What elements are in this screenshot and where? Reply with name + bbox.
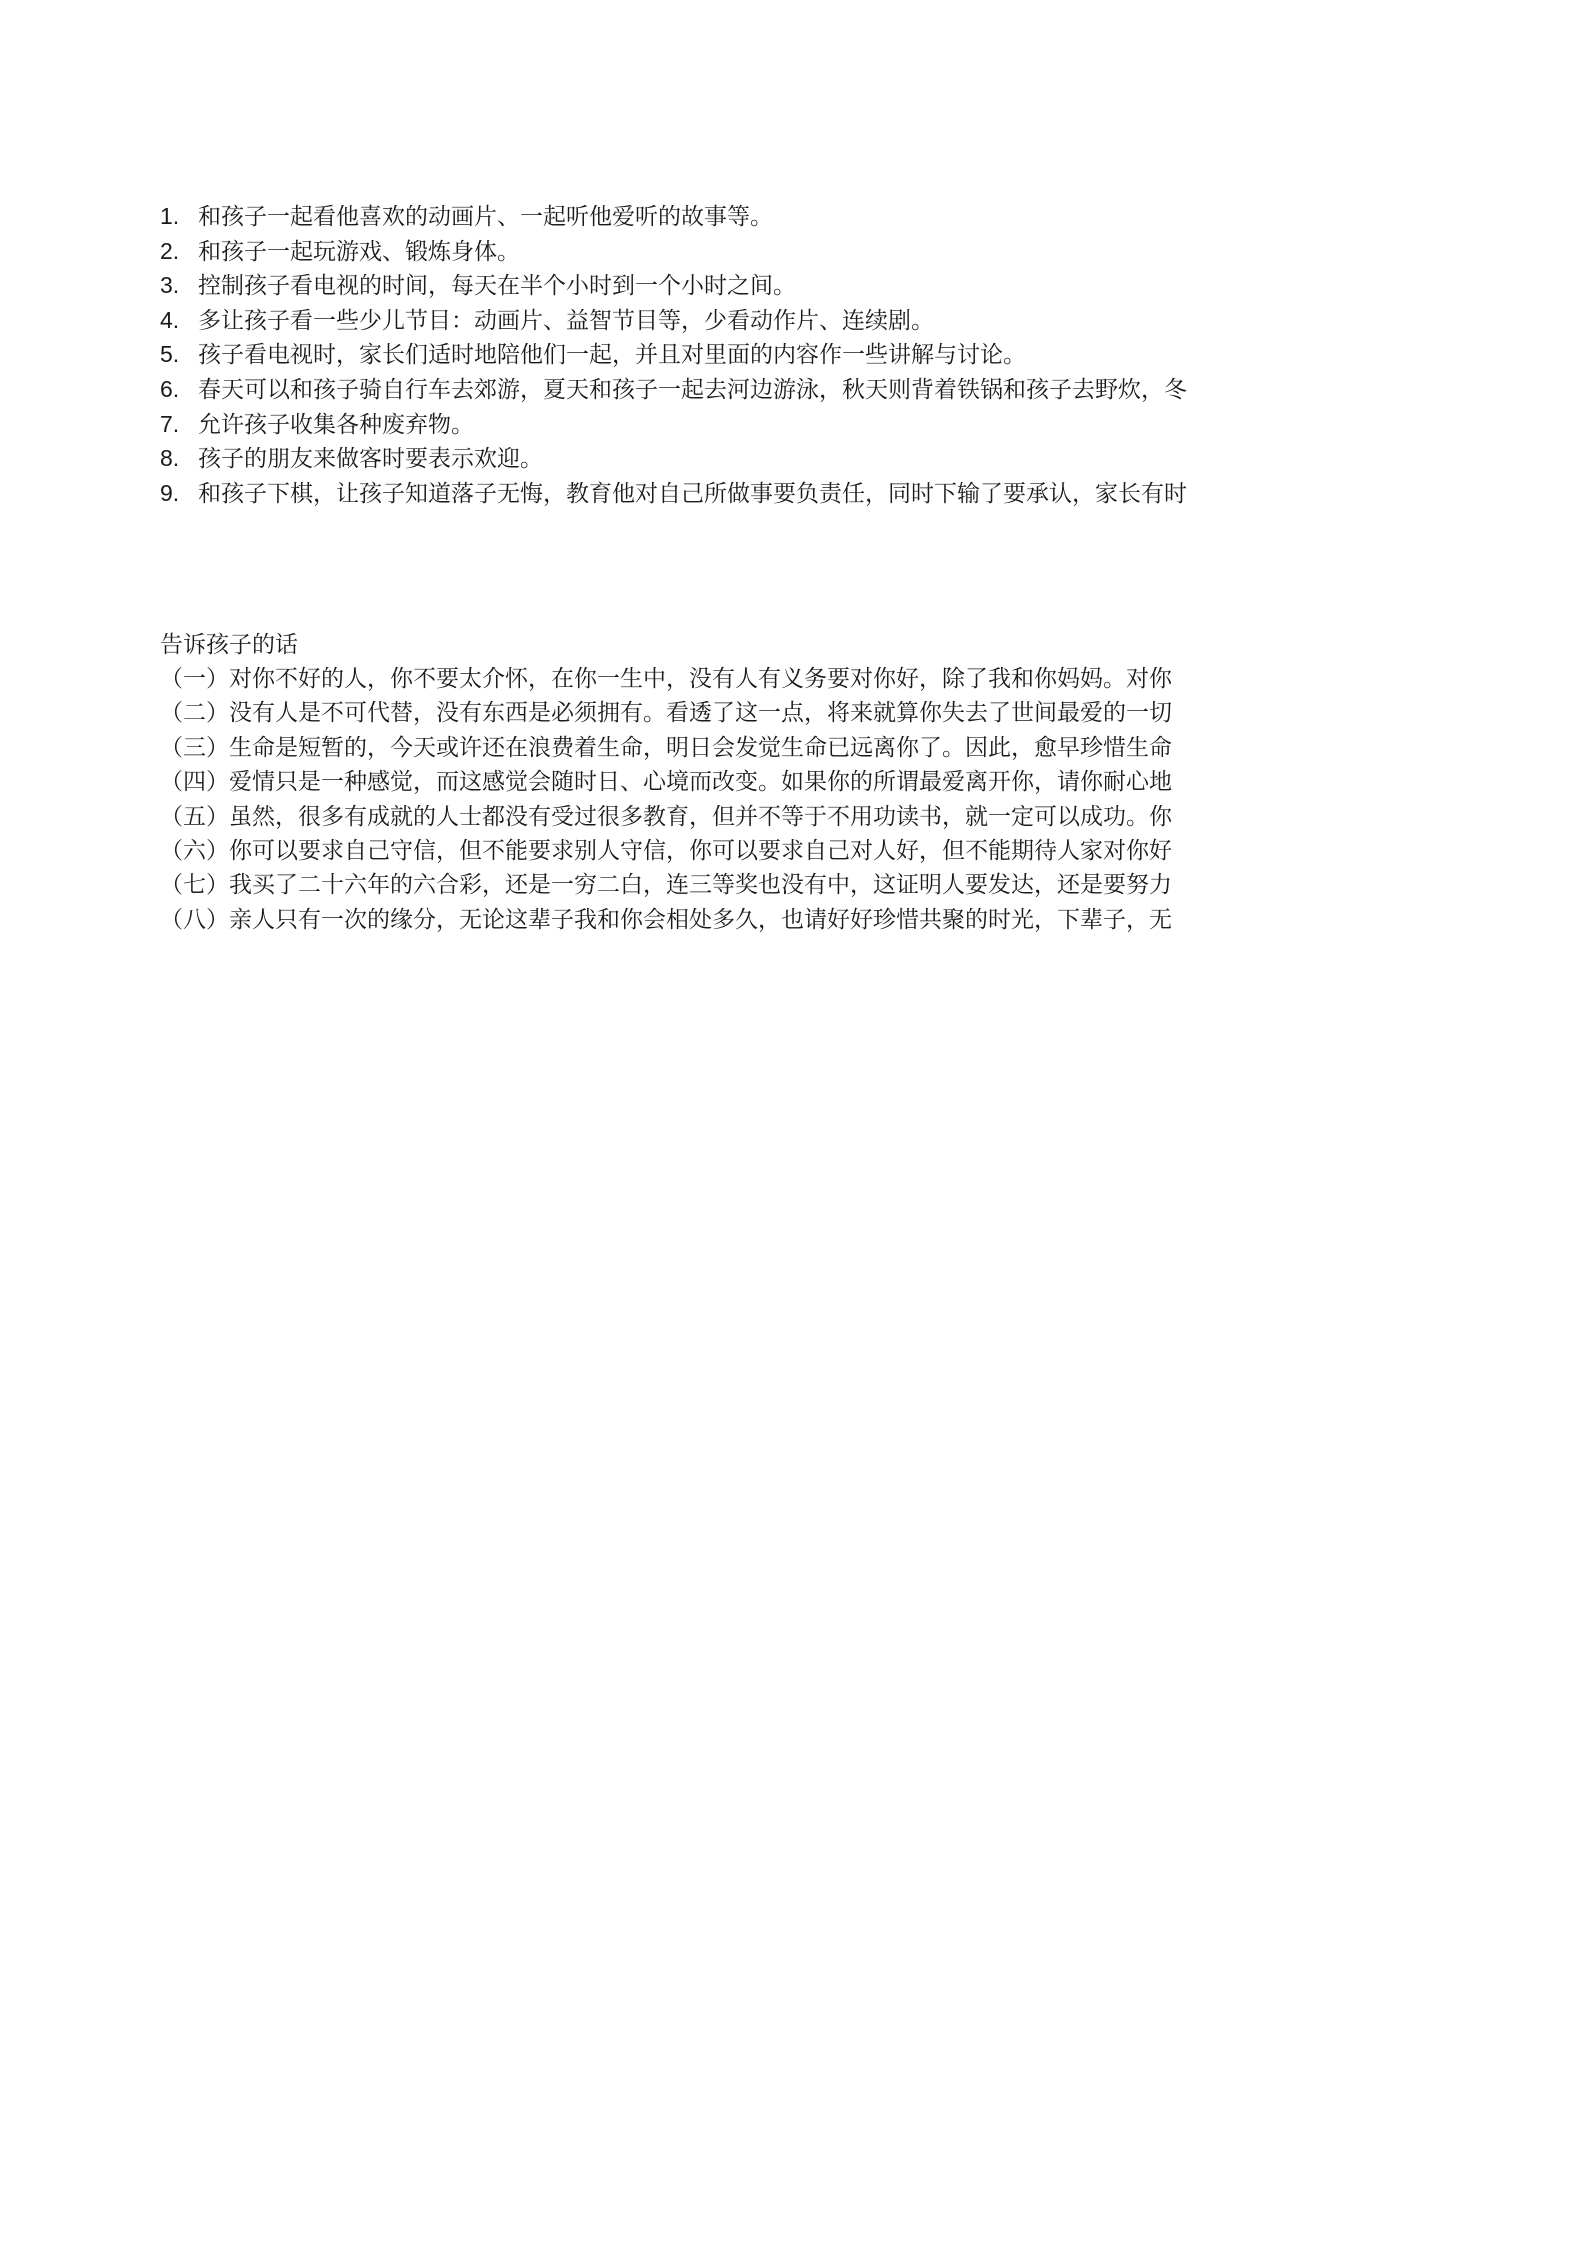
advice-item: （二）没有人是不可代替，没有东西是必须拥有。看透了这一点，将来就算你失去了世间最爱的一切 — [160, 700, 1172, 727]
tip-text: 和孩子下棋，让孩子知道落子无悔，教育他对自己所做事要负责任，同时下输了要承认，家长有时 — [198, 480, 1187, 507]
advice-item: （八）亲人只有一次的缘分，无论这辈子我和你会相处多久，也请好好珍惜共聚的时光，下辈子，无 — [160, 906, 1172, 933]
tip-number: 6. — [160, 375, 180, 402]
tip-number: 8. — [160, 445, 180, 472]
advice-item: （七）我买了二十六年的六合彩，还是一穷二白，连三等奖也没有中，这证明人要发达，还是要努力 — [160, 872, 1172, 899]
tip-item — [160, 476, 1450, 511]
tip-text: 和孩子一起玩游戏、锻炼身体。 — [198, 238, 520, 265]
advice-item: （四）爱情只是一种感觉，而这感觉会随时日、心境而改变。如果你的所谓最爱离开你，请你耐心地 — [160, 769, 1172, 796]
advice-item: （六）你可以要求自己守信，但不能要求别人守信，你可以要求自己对人好，但不能期待人家对你好 — [160, 837, 1172, 864]
tip-number: 3. — [160, 272, 180, 299]
tip-number: 5. — [160, 341, 180, 368]
advice-list — [160, 662, 1450, 937]
tip-text: 和孩子一起看他喜欢的动画片、一起听他爱听的故事等。 — [198, 204, 773, 230]
tip-number: 7. — [160, 410, 180, 437]
tip-text: 多让孩子看一些少儿节目：动画片、益智节目等，少看动作片、连续剧。 — [198, 307, 934, 334]
tip-text: 控制孩子看电视的时间，每天在半个小时到一个小时之间。 — [198, 273, 796, 300]
tip-number: 1. — [160, 203, 180, 229]
tip-item — [160, 234, 1450, 269]
tip-text: 允许孩子收集各种废弃物。 — [198, 411, 474, 438]
section-heading: 告诉孩子的话 — [160, 632, 298, 658]
tip-item — [160, 268, 1450, 303]
tip-item — [160, 441, 1450, 476]
tip-text: 春天可以和孩子骑自行车去郊游，夏天和孩子一起去河边游泳，秋天则背着铁锅和孩子去野炊，冬 — [198, 376, 1187, 403]
parenting-tips-list — [160, 199, 1450, 510]
tip-text: 孩子的朋友来做客时要表示欢迎。 — [198, 446, 543, 473]
tip-number: 4. — [160, 306, 180, 333]
advice-item: （三）生命是短暂的，今天或许还在浪费着生命，明日会发觉生命已远离你了。因此，愈早珍惜生命 — [160, 734, 1172, 761]
tip-item — [160, 303, 1450, 338]
tip-number: 9. — [160, 479, 180, 506]
tip-item — [160, 372, 1450, 407]
tip-item — [160, 199, 1450, 234]
advice-section — [160, 628, 1450, 937]
advice-item: （一）对你不好的人，你不要太介怀，在你一生中，没有人有义务要对你好，除了我和你妈妈。对你 — [160, 666, 1172, 692]
tip-item — [160, 407, 1450, 442]
tip-text: 孩子看电视时，家长们适时地陪他们一起，并且对里面的内容作一些讲解与讨论。 — [198, 342, 1026, 369]
tip-item — [160, 337, 1450, 372]
advice-item: （五）虽然，很多有成就的人士都没有受过很多教育，但并不等于不用功读书，就一定可以成功。你 — [160, 803, 1172, 830]
tip-number: 2. — [160, 237, 180, 264]
